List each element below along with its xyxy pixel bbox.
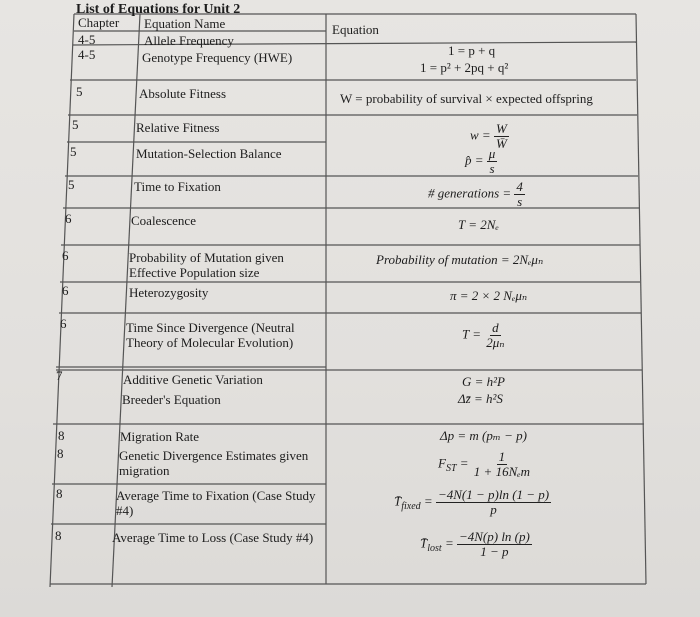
chapter-cell: 8 [55, 528, 62, 543]
equation-genetic-divergence [438, 450, 532, 479]
chapter-cell: 5 [70, 144, 77, 159]
equation-time-to-loss-case [420, 530, 532, 559]
mutation-selection-numerator: μ [488, 146, 496, 161]
equation-name-cell: Absolute Fitness [139, 86, 227, 101]
chapter-cell: 5 [76, 84, 83, 99]
equation-probability-of-mutation: Probability of mutation = 2Nₑμₙ [376, 252, 544, 267]
equation-time-to-fixation-case [394, 488, 551, 517]
mutation-selection-denominator: s [489, 161, 495, 176]
divergence-numerator: d [492, 320, 499, 335]
equation-name-cell: Time Since Divergence (Neutral Theory of Molecular Evolution) [126, 320, 295, 350]
header-equation-name: Equation Name [144, 16, 226, 31]
relative-fitness-denominator: W̄ [495, 136, 507, 151]
equation-absolute-fitness: W = probability of survival × expected offspring [340, 91, 593, 106]
time-to-fixation-denominator: s [517, 194, 523, 209]
equation-name-cell: Average Time to Fixation (Case Study #4) [116, 488, 316, 518]
equation-coalescence: T = 2Nₑ [458, 217, 499, 232]
tfixed-numerator: −4N(1 − p)ln (1 − p) [437, 487, 550, 502]
equation-name-cell: Allele Frequency [144, 33, 234, 48]
fst-symbol: F [438, 455, 446, 471]
chapter-cell: 6 [62, 283, 69, 298]
divergence-denominator: 2μₙ [486, 335, 505, 350]
chapter-cell: 4-5 [78, 32, 96, 47]
tfixed-subscript: fixed [401, 501, 421, 513]
equation-name-cell: Breeder's Equation [122, 392, 221, 407]
equation-mutation-selection [465, 147, 497, 176]
document-title: List of Equations for Unit 2 [76, 2, 241, 17]
equation-genotype: 1 = p² + 2pq + q² [420, 60, 509, 75]
divergence-lhs: T = [462, 326, 482, 342]
chapter-cell: 5 [68, 177, 75, 192]
header-equation: Equation [332, 22, 379, 37]
chapter-cell: 5 [72, 117, 79, 132]
equation-name-cell: Probability of Mutation given Effective Population size [129, 250, 284, 280]
equation-time-to-fixation [428, 180, 525, 209]
tfixed-equals: = [423, 493, 433, 509]
mutation-selection-lhs: p̂ = [465, 152, 484, 168]
header-chapter: Chapter [78, 15, 120, 30]
equation-name-cell: Relative Fitness [136, 120, 220, 135]
equation-allele: 1 = p + q [448, 43, 496, 58]
fst-subscript: ST [445, 463, 457, 475]
equation-name-cell: Average Time to Loss (Case Study #4) [112, 530, 314, 545]
equation-migration-rate: Δp = m (pₘ − p) [440, 428, 527, 443]
tlost-subscript: lost [427, 543, 442, 555]
tlost-numerator: −4N(p) ln (p) [458, 529, 530, 544]
equation-name-cell: Genotype Frequency (HWE) [142, 50, 293, 65]
tlost-denominator: 1 − p [480, 544, 509, 559]
equation-name-cell: Additive Genetic Variation [123, 372, 263, 387]
chapter-cell: 8 [58, 428, 65, 443]
time-to-fixation-lhs: # generations = [428, 185, 512, 201]
chapter-cell: 4-5 [78, 47, 96, 62]
fst-denominator: 1 + 16Nₑm [473, 464, 531, 479]
relative-fitness-numerator: W [495, 121, 507, 136]
equation-name-cell: Coalescence [131, 213, 196, 228]
tlost-equals: = [444, 535, 454, 551]
tfixed-denominator: p [490, 502, 497, 517]
equation-name-cell: Genetic Divergence Estimates given migration [119, 448, 309, 478]
chapter-cell: 6 [60, 316, 67, 331]
equation-breeders: Δz̄ = h²S [458, 391, 503, 406]
chapter-cell: 8 [57, 446, 64, 461]
fst-numerator: 1 [498, 449, 506, 464]
tlost-symbol: T̄ [420, 535, 428, 551]
fst-equals: = [459, 455, 469, 471]
time-to-fixation-numerator: 4 [516, 179, 523, 194]
equation-time-since-divergence [462, 321, 507, 350]
chapter-cell: 8 [56, 486, 63, 501]
chapter-cell: 6 [65, 211, 72, 226]
equation-name-cell: Time to Fixation [134, 179, 221, 194]
chapter-cell: 7 [56, 368, 63, 383]
chapter-cell: 6 [62, 248, 69, 263]
tfixed-symbol: T̄ [394, 493, 402, 509]
equation-additive-variation: G = h²P [462, 374, 505, 389]
relative-fitness-lhs: w = [470, 127, 491, 143]
equation-heterozygosity: π = 2 × 2 Nₑμₙ [450, 288, 528, 303]
equation-name-cell: Mutation-Selection Balance [136, 146, 282, 161]
equation-name-cell: Migration Rate [120, 429, 200, 444]
equation-name-cell: Heterozygosity [129, 285, 209, 300]
